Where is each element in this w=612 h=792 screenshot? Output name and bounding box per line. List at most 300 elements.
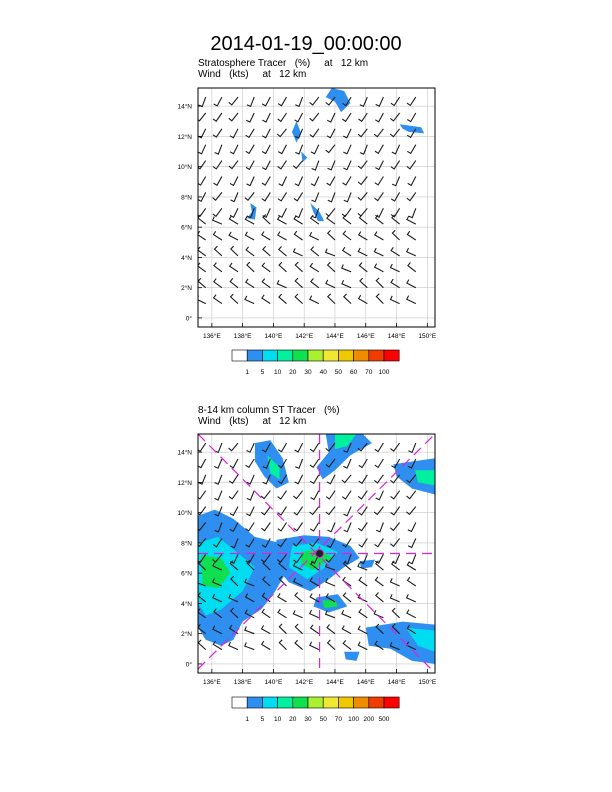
wind-barb <box>278 507 287 515</box>
wind-barb <box>326 507 335 515</box>
wind-barb <box>376 97 384 106</box>
y-tick-label: 4°N <box>181 254 192 262</box>
wind-barb <box>246 145 255 154</box>
wind-barb <box>407 594 416 602</box>
colorbar-swatch <box>232 350 247 361</box>
wind-barb <box>229 97 238 105</box>
wind-barb <box>198 145 206 154</box>
wind-barb <box>342 626 351 634</box>
colorbar-label: 500 <box>378 716 390 723</box>
wind-barb <box>390 475 399 483</box>
y-tick-label: 10°N <box>177 510 192 518</box>
wind-barb <box>293 161 302 169</box>
x-tick-label: 142°E <box>295 333 314 340</box>
wind-barb <box>342 265 351 272</box>
wind-barb <box>391 279 400 288</box>
wind-barb <box>230 145 238 154</box>
wind-barb <box>407 145 416 154</box>
wind-barb <box>359 577 367 586</box>
wind-barb <box>328 161 336 170</box>
wind-barb <box>326 578 335 586</box>
panel-1-plot-area <box>196 88 435 327</box>
wind-barb <box>247 97 254 106</box>
wind-barb <box>343 215 351 224</box>
wind-barb <box>261 507 270 515</box>
wind-barb <box>343 161 351 170</box>
x-tick-label: 146°E <box>356 679 375 686</box>
colorbar-swatch <box>369 697 384 708</box>
wind-barb <box>344 507 352 516</box>
wind-barb <box>391 443 400 451</box>
wind-barb <box>294 192 303 200</box>
wind-barb <box>407 231 415 240</box>
wind-barb <box>359 609 367 618</box>
x-tick-label: 142°E <box>295 679 314 686</box>
wind-barb <box>360 215 368 224</box>
wind-barb <box>279 624 286 634</box>
wind-barb <box>391 247 400 256</box>
wind-barb <box>295 294 302 304</box>
wind-barb <box>391 296 400 304</box>
wind-barb <box>229 161 238 169</box>
wind-barb <box>408 443 415 452</box>
colorbar-swatch <box>293 697 308 708</box>
wind-barb <box>407 192 416 200</box>
colorbar-label: 40 <box>319 369 327 376</box>
wind-barb <box>375 577 383 586</box>
wind-barb <box>327 625 335 634</box>
wind-barb <box>279 294 287 304</box>
wind-barb <box>278 145 286 154</box>
wind-barb <box>310 523 319 532</box>
wind-barb <box>293 491 302 499</box>
colorbar-swatch <box>247 697 262 708</box>
wind-barb <box>342 280 351 288</box>
wind-barb <box>360 145 367 154</box>
wind-barb <box>310 443 319 451</box>
wind-barb <box>277 129 286 137</box>
wind-barb <box>262 641 271 650</box>
wind-barb <box>407 161 416 169</box>
y-tick-label: 2°N <box>181 285 192 293</box>
wind-barb <box>326 280 335 288</box>
wind-barb <box>392 215 400 224</box>
wind-barb <box>246 507 254 516</box>
wind-barb <box>293 610 302 618</box>
wind-barb <box>262 279 270 288</box>
wind-barb <box>198 215 206 224</box>
colorbar-label: 20 <box>289 716 297 723</box>
wind-barb <box>408 523 416 532</box>
colorbar-swatch <box>369 350 384 361</box>
wind-barb <box>295 459 302 468</box>
tracer-contour <box>326 88 351 112</box>
wind-barb <box>278 232 287 240</box>
wind-barb <box>231 294 238 304</box>
wind-barb <box>278 593 287 602</box>
wind-barb <box>390 129 399 137</box>
wind-barb <box>375 554 383 563</box>
wind-barb <box>408 263 416 272</box>
wind-barb <box>213 208 222 216</box>
colorbar-label: 5 <box>260 716 265 723</box>
colorbar-swatch <box>384 697 399 708</box>
wind-barb <box>294 231 302 240</box>
wind-barb <box>230 263 238 272</box>
wind-barb <box>294 523 303 531</box>
wind-barb <box>326 208 335 216</box>
wind-barb <box>328 523 336 532</box>
wind-barb <box>376 294 383 304</box>
colorbar-swatch <box>323 697 338 708</box>
wind-barb <box>245 296 254 304</box>
colorbar-label: 20 <box>289 369 297 376</box>
wind-barb <box>294 507 303 515</box>
wind-barb <box>391 578 400 586</box>
wind-barb <box>295 177 303 186</box>
colorbar-label: 60 <box>349 369 358 376</box>
tracer-contour <box>400 124 425 133</box>
wind-barb <box>375 161 383 170</box>
wind-barb <box>311 247 319 256</box>
x-tick-label: 150°E <box>418 333 437 340</box>
wind-barb <box>214 97 222 106</box>
wind-barb <box>391 97 400 105</box>
colorbar-label: 50 <box>319 716 327 723</box>
wind-barb <box>342 113 351 121</box>
colorbar-label: 1 <box>245 716 250 723</box>
colorbar-swatch <box>278 350 293 361</box>
wind-barb <box>390 523 399 531</box>
tracer-contour <box>360 560 375 569</box>
panel2-subtitle: Wind (kts) at 12 km <box>198 416 307 427</box>
wind-barb <box>231 246 238 256</box>
wind-barb <box>359 263 367 272</box>
wind-barb <box>230 459 238 468</box>
colorbar-swatch <box>262 697 277 708</box>
colorbar-label: 10 <box>273 716 282 723</box>
wind-barb <box>327 113 335 122</box>
colorbar-label: 200 <box>363 716 375 723</box>
wind-barb <box>294 248 303 256</box>
wind-barb <box>230 278 238 287</box>
y-tick-label: 12°N <box>177 133 192 141</box>
wind-barb <box>392 145 400 154</box>
colorbar-swatch <box>308 350 323 361</box>
wind-barb <box>246 459 255 467</box>
wind-barb <box>214 295 222 304</box>
wind-barb <box>199 97 206 106</box>
colorbar-swatch <box>338 697 353 708</box>
wind-barb <box>262 625 271 633</box>
wind-barb <box>262 97 270 106</box>
wind-barb <box>198 263 206 272</box>
wind-barb <box>215 145 222 154</box>
wind-barb <box>262 161 270 170</box>
wind-barb <box>311 177 319 186</box>
x-tick-label: 144°E <box>326 679 344 686</box>
x-tick-label: 140°E <box>264 333 283 340</box>
wind-barb <box>278 491 287 499</box>
wind-barb <box>408 177 416 186</box>
wind-barb <box>343 231 351 240</box>
wind-barb <box>246 279 254 288</box>
colorbar-swatch <box>262 350 277 361</box>
wind-barb <box>327 177 335 186</box>
y-tick-label: 6°N <box>181 570 192 578</box>
colorbar-swatch <box>232 697 247 708</box>
wind-barb <box>198 640 205 650</box>
colorbar-label: 70 <box>365 369 373 376</box>
wind-barb <box>295 624 302 634</box>
wind-barb <box>375 232 384 240</box>
wind-barb <box>392 608 399 618</box>
wind-barb <box>342 491 351 499</box>
panel1-title: Stratosphere Tracer (%) at 12 km <box>198 58 369 69</box>
wind-barb <box>262 295 270 304</box>
wind-barb <box>295 593 303 602</box>
wind-barb <box>343 593 351 602</box>
wind-barb <box>295 262 302 272</box>
y-tick-label: 12°N <box>177 479 192 487</box>
wind-barb <box>263 246 270 256</box>
panel-2 <box>177 434 436 723</box>
wind-barb <box>262 263 270 272</box>
y-tick-label: 6°N <box>181 224 192 232</box>
colorbar-swatch <box>323 350 338 361</box>
colorbar-label: 1 <box>245 369 250 376</box>
wind-barb <box>391 264 400 272</box>
x-tick-label: 138°E <box>233 679 252 686</box>
wind-barb <box>229 491 238 499</box>
wind-barb <box>392 177 400 186</box>
wind-barb <box>374 507 383 515</box>
page-title: 2014-01-19_00:00:00 <box>210 33 402 55</box>
wind-barb <box>391 507 400 515</box>
wind-barb <box>295 113 303 122</box>
wind-barb <box>344 523 351 532</box>
wind-barb <box>326 145 335 153</box>
wind-barb <box>229 113 238 121</box>
x-tick-label: 146°E <box>356 333 375 340</box>
wind-barb <box>213 113 222 121</box>
colorbar-swatch <box>338 350 353 361</box>
y-tick-label: 4°N <box>181 600 192 608</box>
wind-barb <box>198 247 206 256</box>
colorbar-label: 50 <box>334 369 343 376</box>
wind-barb <box>342 208 351 216</box>
x-tick-label: 136°E <box>202 333 221 340</box>
wind-barb <box>245 523 254 531</box>
wind-barb <box>279 177 287 186</box>
wind-barb <box>375 208 383 217</box>
y-tick-label: 8°N <box>181 194 192 202</box>
wind-barb <box>407 97 416 105</box>
wind-barb <box>390 538 399 546</box>
wind-barb <box>360 97 368 106</box>
wind-barb <box>391 161 400 169</box>
wind-barb <box>278 523 287 531</box>
wind-barb <box>326 249 335 256</box>
tracer-contour <box>292 121 301 142</box>
wind-barb <box>279 247 287 256</box>
wind-barb <box>376 278 383 288</box>
wind-barb <box>278 609 287 618</box>
wind-barb <box>261 523 270 531</box>
wind-barb <box>390 113 399 121</box>
wind-barb <box>376 491 384 500</box>
wind-barb <box>375 264 384 272</box>
x-tick-label: 136°E <box>202 679 221 686</box>
wind-barb <box>246 247 254 256</box>
wind-barb <box>406 507 415 515</box>
wind-barb <box>295 443 303 452</box>
wind-barb <box>375 192 384 200</box>
wind-barb <box>214 459 222 468</box>
wind-barb <box>343 247 351 256</box>
wind-barb <box>375 443 384 451</box>
wind-barb <box>247 262 254 272</box>
wind-barb <box>245 192 254 200</box>
wind-barb <box>375 145 384 154</box>
y-tick-label: 0° <box>185 315 192 323</box>
colorbar-swatch <box>293 350 308 361</box>
wind-barb <box>310 507 319 515</box>
wind-barb <box>311 145 319 154</box>
wind-barb <box>360 278 367 288</box>
wind-barb <box>230 177 238 186</box>
wind-barb <box>392 230 399 240</box>
wind-barb <box>198 278 206 288</box>
wind-barb <box>328 294 335 304</box>
wind-barb <box>310 97 319 105</box>
x-tick-label: 138°E <box>233 333 252 340</box>
wind-barb <box>213 129 222 137</box>
wind-barb <box>245 232 254 240</box>
wind-barb <box>342 538 351 546</box>
wind-barb <box>214 491 222 500</box>
colorbar-label: 100 <box>378 369 390 376</box>
colorbar-swatch <box>247 350 262 361</box>
wind-barb <box>344 294 351 304</box>
wind-barb <box>310 459 319 467</box>
wind-barb <box>247 491 254 500</box>
wind-barb <box>328 640 335 650</box>
wind-barb <box>262 192 271 200</box>
wind-barb <box>409 208 416 217</box>
colorbar-swatch <box>278 697 293 708</box>
y-tick-label: 8°N <box>181 540 192 548</box>
wind-barb <box>326 491 335 499</box>
wind-barb <box>246 113 254 122</box>
wind-barb <box>262 232 271 241</box>
wind-barb <box>295 640 303 650</box>
wind-barb <box>343 145 351 154</box>
wind-barb <box>407 296 416 304</box>
wind-barb <box>198 459 206 468</box>
wind-barb <box>374 248 383 256</box>
panel1-subtitle: Wind (kts) at 12 km <box>198 69 307 80</box>
wind-barb <box>375 459 384 467</box>
wind-barb <box>407 280 416 288</box>
colorbar-label: 30 <box>304 716 312 723</box>
wind-barb <box>375 177 384 185</box>
wind-barb <box>343 640 351 649</box>
wind-barb <box>374 129 383 137</box>
wind-barb <box>229 475 238 483</box>
panel-1 <box>177 88 436 376</box>
wind-barb <box>197 231 205 240</box>
wind-barb <box>390 594 399 602</box>
panel2-title: 8-14 km column ST Tracer (%) <box>198 405 340 416</box>
wind-barb <box>214 231 222 240</box>
wind-barb <box>407 248 416 256</box>
wind-barb <box>295 278 302 288</box>
wind-barb <box>215 246 222 256</box>
wind-barb <box>408 577 416 586</box>
x-tick-label: 144°E <box>326 333 344 340</box>
wind-barb <box>310 129 319 137</box>
storm-center-marker <box>316 550 324 558</box>
x-tick-label: 140°E <box>264 679 283 686</box>
wind-barb <box>230 507 238 516</box>
wind-barb <box>328 262 335 272</box>
wind-barb <box>327 215 335 224</box>
wind-barb <box>278 97 286 106</box>
colorbar-swatch <box>354 697 369 708</box>
panel-2-plot-area <box>196 434 435 673</box>
wind-barb <box>375 538 384 546</box>
y-tick-label: 0° <box>185 661 192 669</box>
wind-barb <box>343 177 352 186</box>
wind-barb <box>311 279 319 288</box>
wind-barb <box>311 491 319 500</box>
panel-frame <box>198 88 435 327</box>
colorbar-swatch <box>384 350 399 361</box>
y-tick-label: 2°N <box>181 631 192 639</box>
wind-barb <box>229 642 238 650</box>
colorbar-label: 10 <box>273 369 282 376</box>
wind-barb <box>214 263 222 272</box>
wind-barb <box>229 232 238 240</box>
wind-barb <box>214 177 222 186</box>
wind-barb <box>213 192 222 200</box>
x-tick-label: 148°E <box>387 679 406 686</box>
wind-barb <box>229 443 238 451</box>
wind-barb <box>342 610 351 618</box>
colorbar-label: 5 <box>260 369 265 376</box>
wind-barb <box>391 208 400 217</box>
wind-barb <box>342 475 351 483</box>
wind-barb <box>310 642 319 650</box>
wind-barb <box>407 113 416 122</box>
wind-barb <box>262 113 270 122</box>
wind-barb <box>407 610 416 618</box>
wind-barb <box>213 161 222 169</box>
wind-barb <box>310 232 319 240</box>
wind-barb <box>278 161 287 169</box>
tracer-contour <box>344 652 359 661</box>
wind-barb <box>310 263 319 272</box>
wind-barb <box>278 113 287 121</box>
y-tick-label: 10°N <box>177 164 192 172</box>
y-tick-label: 14°N <box>177 449 192 457</box>
wind-barb <box>213 217 222 225</box>
wind-barb <box>245 627 254 634</box>
wind-barb <box>277 280 286 288</box>
wind-barb <box>376 593 384 602</box>
y-tick-label: 14°N <box>177 103 192 111</box>
